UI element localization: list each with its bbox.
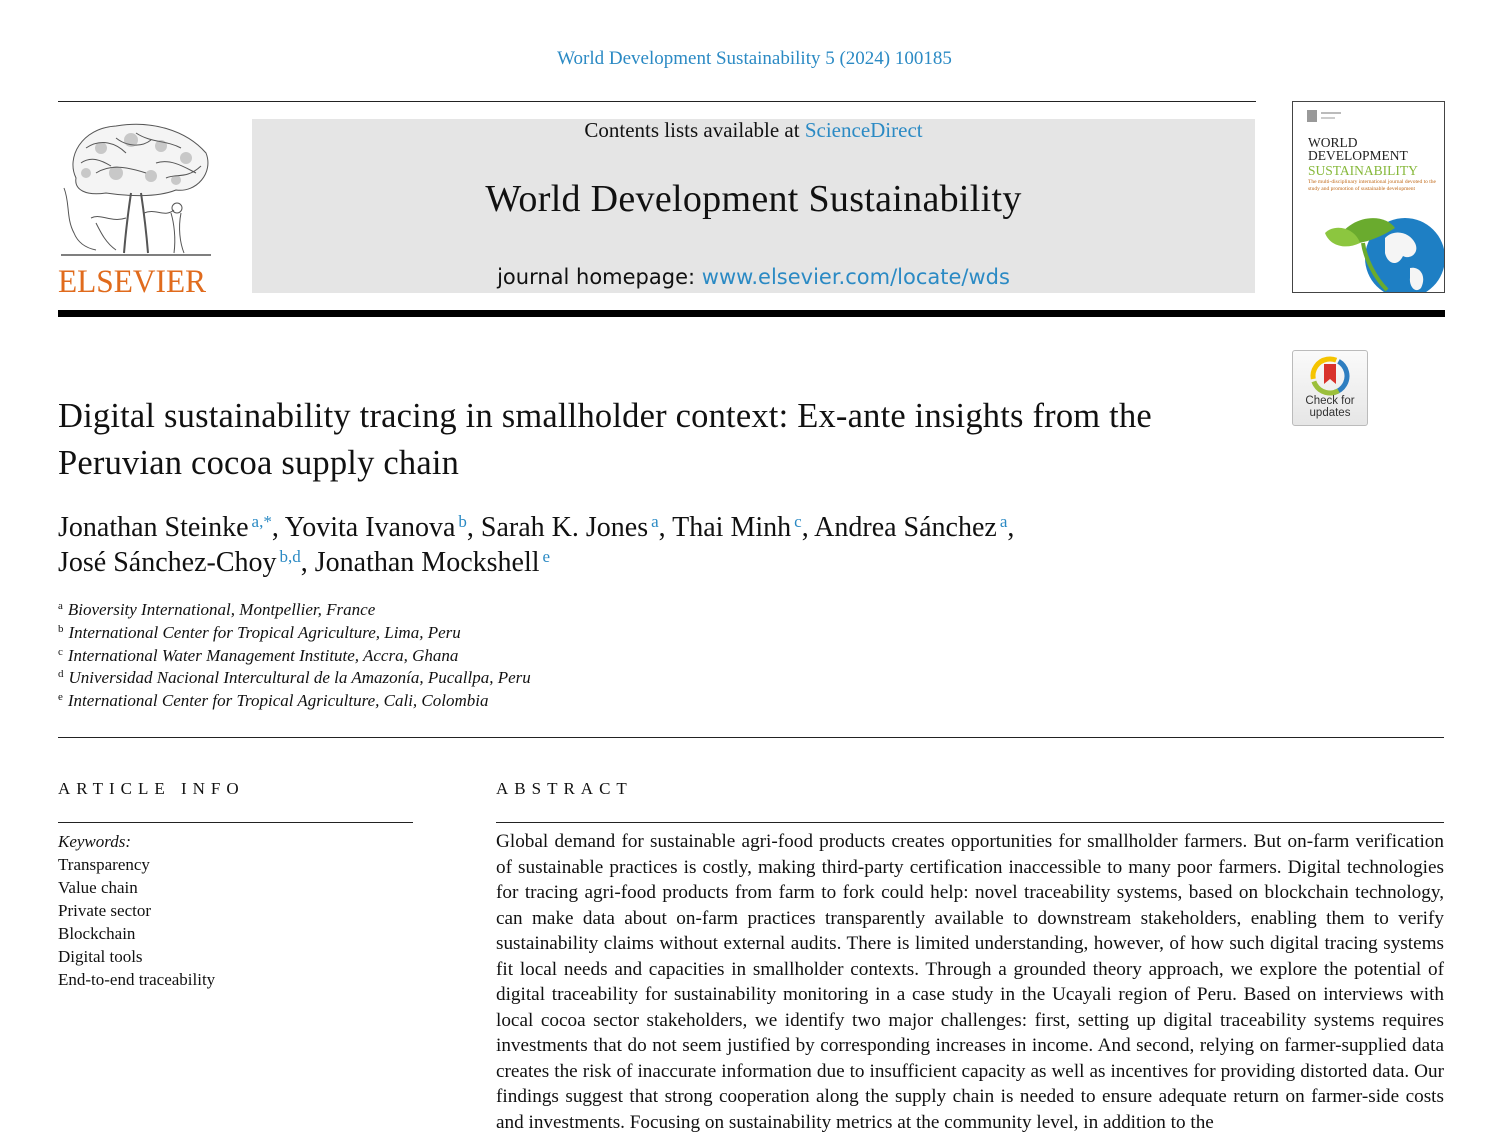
abstract-rule [496,822,1444,823]
cover-title-line2: DEVELOPMENT [1308,148,1408,163]
keywords-label: Keywords: [58,832,132,851]
affiliation-key: e [58,691,63,704]
keywords-list [58,853,215,991]
author-name[interactable]: Sarah K. Jones [480,512,649,543]
abstract-text: Global demand for sustainable agri-food products creates opportunities for smallholder farmers. But on-farm verification of sustainable practices is costly, making third-party certification inaccessible to many poor farmers. Digital technologies for tracing agri-food products from farm to fork could help: novel traceability systems, based on blockchain technology, can make data about on-farm practices transparently available to downstream stakeholders, enabling them to verify sustainability claims without external audits. There is limited understanding, however, of how such digital tracing systems fit local needs and capacities in smallholder contexts. Through a grounded theory approach, we explore the potential of digital traceability for sustainability monitoring in a case study in the Ucayali region of Peru. Based on interviews with local cocoa sector stakeholders, we identify two major challenges: first, setting up digital traceability systems requires investments that do not seem justified by corresponding increases in income. And second, relying on farmer-supplied data creates the risk of inaccurate information due to insufficient capacity as well as incentives for providing distorted data. Our findings suggest that strong cooperation along the supply chain is needed to ensure adequate return on farmer-side costs and investments. Focusing on sustainability metrics at the community level, in addition to the [496,831,1444,1133]
keyword-item: Value chain [58,878,138,897]
homepage-prefix: journal homepage: [497,265,702,289]
affiliation-row [58,622,958,645]
author-separator: , [658,512,673,543]
author-affiliation-marker[interactable]: e [542,547,551,566]
author-list [58,510,1438,580]
affiliation-text: International Water Management Institute, Accra, Ghana [67,645,459,665]
keywords-block [58,830,215,991]
affiliation-text: International Center for Tropical Agriculture, Lima, Peru [68,622,461,642]
author-name[interactable]: Thai Minh [672,512,792,543]
author-affiliation-marker[interactable]: a [651,512,659,531]
section-divider [58,737,1444,738]
elsevier-logo[interactable] [56,118,216,298]
keyword-item: Private sector [58,901,151,920]
abstract-heading: ABSTRACT [496,779,633,798]
affiliation-text: Bioversity International, Montpellier, France [67,600,376,619]
affiliation-row [58,667,958,690]
journal-title: World Development Sustainability [485,178,1022,220]
cover-logo-icon [1307,110,1347,128]
author-affiliation-marker[interactable]: c [794,512,802,531]
author-separator: , [466,512,481,543]
sciencedirect-link[interactable]: ScienceDirect [804,118,923,142]
keyword-item: Transparency [58,855,150,874]
author-separator: , [1007,512,1015,543]
author-name[interactable]: José Sánchez-Choy [58,547,277,578]
cover-subtitle: The multi-disciplinary international journal devoted to the study and promotion of sustainable development [1308,179,1436,192]
affiliation-row [58,645,958,668]
homepage-link[interactable]: www.elsevier.com/locate/wds [701,265,1010,289]
affiliation-key: b [58,622,64,635]
header-thick-rule [58,310,1445,317]
elsevier-tree-icon [56,118,216,263]
author-name[interactable]: Jonathan Mockshell [314,547,540,578]
affiliation-list [58,599,958,713]
author-affiliation-marker[interactable]: a [999,512,1008,531]
author-name[interactable]: Jonathan Steinke [58,512,249,543]
affiliation-key: d [58,668,64,681]
contents-line [252,118,1255,143]
author-affiliation-marker[interactable]: b,d [279,547,301,566]
author-name[interactable]: Andrea Sánchez [814,512,997,543]
cover-title [1308,136,1408,162]
journal-citation[interactable]: World Development Sustainability 5 (2024) 100185 [557,48,952,69]
affiliation-row [58,690,958,713]
article-info-rule [58,822,413,823]
check-for-updates-button[interactable] [1292,350,1368,426]
journal-banner [252,119,1255,293]
affiliation-text: International Center for Tropical Agriculture, Cali, Colombia [67,691,489,711]
elsevier-wordmark: ELSEVIER [58,264,207,300]
cover-title-line1: WORLD [1308,135,1358,150]
keyword-item: Digital tools [58,947,143,966]
author-separator: , [271,512,285,543]
homepage-line [252,265,1255,289]
cover-title-line3: SUSTAINABILITY [1308,163,1418,178]
author-affiliation-marker[interactable]: b [458,512,467,531]
contents-prefix: Contents lists available at [584,118,805,142]
check-updates-label: Check for updates [1305,395,1355,419]
keyword-item: Blockchain [58,924,136,943]
affiliation-key: a [58,600,63,612]
author-separator: , [300,547,315,578]
journal-cover[interactable] [1292,101,1445,293]
author-affiliation-marker[interactable]: a,* [251,512,272,531]
globe-icon [1315,198,1445,293]
keyword-item: End-to-end traceability [58,970,216,989]
check-updates-icon [1293,351,1367,397]
affiliation-key: c [58,645,63,658]
article-title: Digital sustainability tracing in smallholder context: Ex-ante insights from the Peruvian cocoa supply chain [58,397,1152,482]
affiliation-row [58,599,958,622]
header-divider [58,101,1256,102]
author-separator: , [801,512,815,543]
author-name[interactable]: Yovita Ivanova [284,512,456,543]
article-info-heading: ARTICLE INFO [58,779,245,798]
affiliation-text: Universidad Nacional Intercultural de la Amazonía, Pucallpa, Peru [68,668,531,688]
